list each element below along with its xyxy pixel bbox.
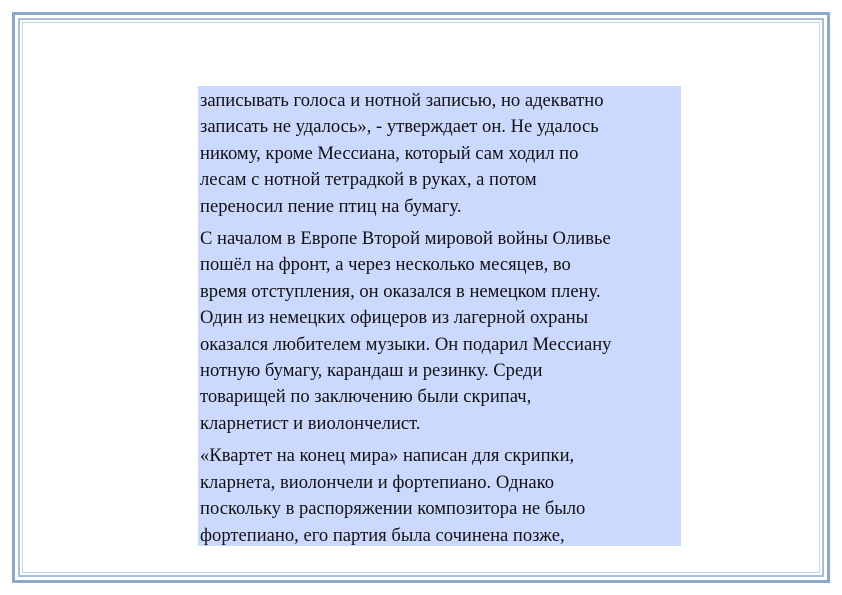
text-line: записывать голоса и нотной записью, но адекватно (200, 90, 604, 111)
text-line: никому, кроме Мессиана, который сам ходил по (200, 142, 579, 164)
text-line: С началом в Европе Второй мировой войны Оливье (200, 228, 611, 250)
text-line: кларнета, виолончели и фортепиано. Однако (200, 471, 555, 493)
text-line: кларнетист и виолончелист. (200, 412, 421, 434)
text-line: лесам с нотной тетрадкой в руках, а потом (200, 169, 537, 191)
text-line: записать не удалось», - утверждает он. Не удалось (200, 116, 599, 138)
paragraph-1 (200, 88, 679, 220)
text-line: фортепиано, его партия была сочинена позже, (200, 524, 565, 546)
paragraph-2 (200, 226, 679, 437)
paragraph-3 (200, 443, 679, 546)
text-line: время отступления, он оказался в немецком плену. (200, 280, 601, 302)
text-line: оказался любителем музыки. Он подарил Мессиану (200, 333, 612, 355)
text-line: товарищей по заключению были скрипач, (200, 386, 532, 408)
text-line: пошёл на фронт, а через несколько месяцев, во (200, 254, 571, 276)
text-line: нотную бумагу, карандаш и резинку. Среди (200, 360, 543, 382)
text-line: поскольку в распоряжении композитора не было (200, 498, 586, 520)
text-block (198, 86, 681, 546)
text-line: переносил пение птиц на бумагу. (200, 195, 462, 217)
text-line: Один из немецких офицеров из лагерной охраны (200, 307, 589, 329)
text-line: «Квартет на конец мира» написан для скрипки, (200, 445, 575, 467)
